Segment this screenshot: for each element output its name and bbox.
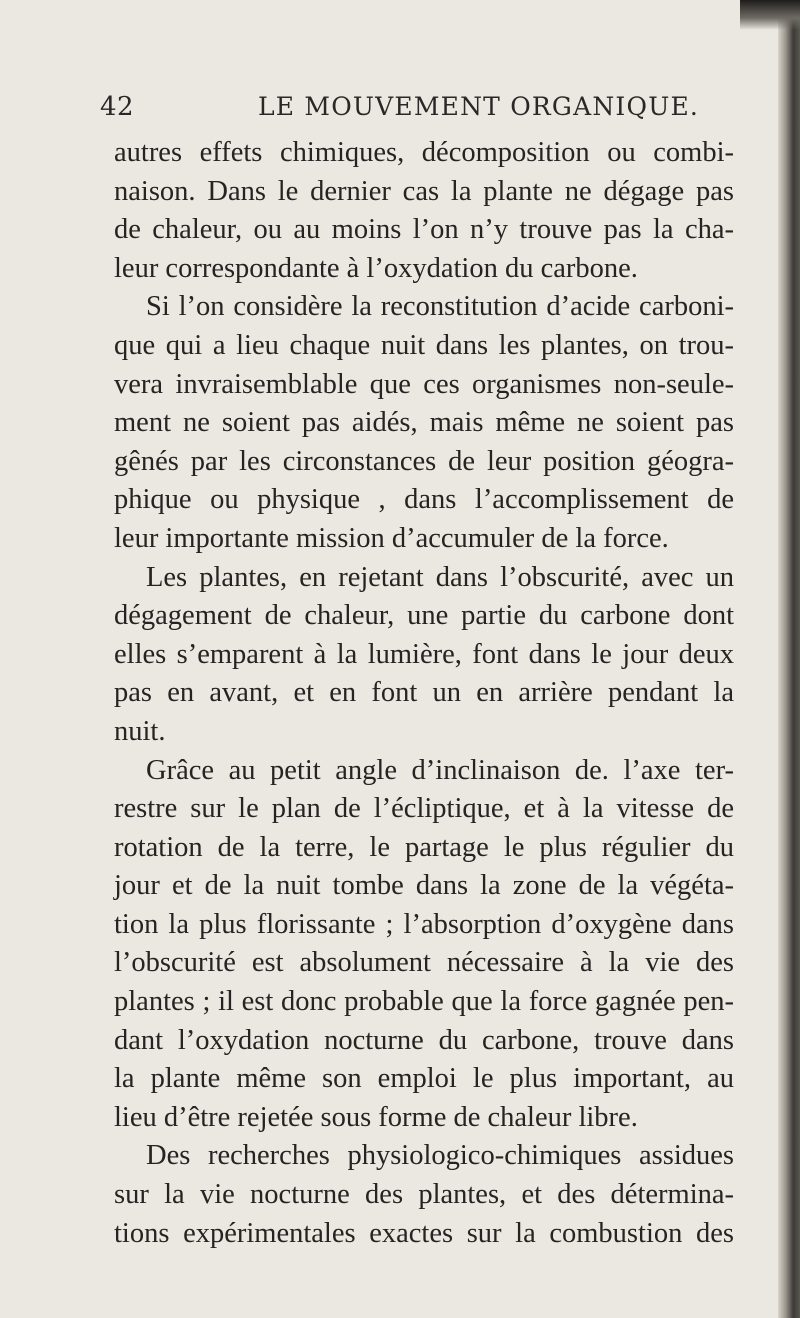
text-line: plantes ; il est donc probable que la force gagnée pen- (114, 986, 734, 1018)
text-line: Des recherches physiologico-chimiques assidues (146, 1140, 734, 1172)
running-head: LE MOUVEMENT ORGANIQUE. (258, 92, 700, 121)
text-line: lieu d’être rejetée sous forme de chaleur libre. (114, 1101, 638, 1133)
text-line: de chaleur, ou au moins l’on n’y trouve pas la cha- (114, 214, 734, 246)
binding-shadow (740, 0, 800, 30)
text-line: Si l’on considère la reconstitution d’acide carboni- (146, 291, 734, 323)
page-header (100, 92, 750, 132)
text-line: l’obscurité est absolument nécessaire à la vie des (114, 947, 734, 979)
text-line: Les plantes, en rejetant dans l’obscurité, avec un (146, 561, 734, 593)
text-line: jour et de la nuit tombe dans la zone de la végéta- (114, 870, 734, 902)
binding-edge (778, 0, 800, 1318)
text-line: tions expérimentales exactes sur la combustion des (114, 1217, 734, 1249)
text-line: Grâce au petit angle d’inclinaison de. l’axe ter- (146, 754, 734, 786)
text-line: autres effets chimiques, décomposition ou combi- (114, 137, 734, 168)
text-line: elles s’emparent à la lumière, font dans le jour deux (114, 638, 734, 670)
text-line: ment ne soient pas aidés, mais même ne soient pas (114, 407, 734, 439)
page-number: 42 (100, 92, 135, 122)
text-line: naison. Dans le dernier cas la plante ne dégage pas (114, 175, 734, 207)
text-line: dant l’oxydation nocturne du carbone, trouve dans (114, 1024, 734, 1056)
text-line: sur la vie nocturne des plantes, et des détermina- (114, 1179, 734, 1211)
text-line: la plante même son emploi le plus important, au (114, 1063, 734, 1095)
body-text (114, 134, 734, 1253)
text-line: rotation de la terre, le partage le plus régulier du (114, 831, 734, 863)
text-line: pas en avant, et en font un en arrière pendant la (114, 677, 734, 709)
text-line: leur importante mission d’accumuler de la force. (114, 522, 669, 554)
text-line: tion la plus florissante ; l’absorption d’oxygène dans (114, 908, 734, 940)
text-line: dégagement de chaleur, une partie du carbone dont (114, 600, 734, 632)
text-line: restre sur le plan de l’écliptique, et à la vitesse de (114, 793, 734, 825)
text-line: vera invraisemblable que ces organismes non-seule- (114, 368, 734, 400)
text-line: phique ou physique , dans l’accomplissement de (114, 484, 734, 516)
text-line: que qui a lieu chaque nuit dans les plantes, on trou- (114, 329, 734, 361)
text-line: leur correspondante à l’oxydation du carbone. (114, 252, 638, 284)
text-line: gênés par les circonstances de leur position géogra- (114, 445, 734, 477)
text-line: nuit. (114, 715, 166, 747)
